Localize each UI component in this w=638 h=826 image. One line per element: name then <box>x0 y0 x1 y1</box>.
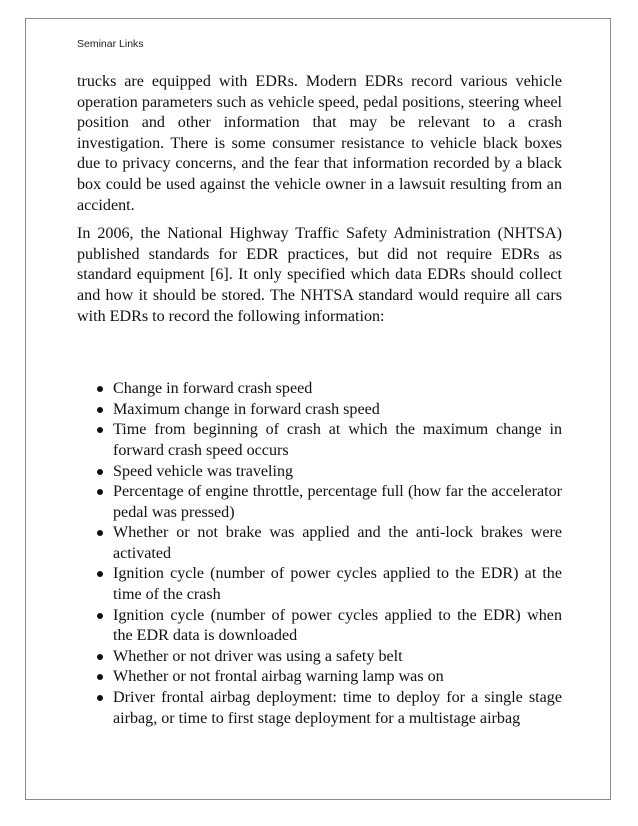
paragraph-nhtsa: In 2006, the National Highway Traffic Safety Administration (NHTSA) published standards for EDR practices, but did not require EDRs as standard equipment [6]. It only specified which data EDRs should collect and how it should be stored. The NHTSA standard would require all cars with EDRs to record the following information: <box>77 225 562 325</box>
list-item <box>77 564 562 605</box>
bullet-icon <box>97 613 103 619</box>
list-item-text: Percentage of engine throttle, percentage full (how far the accelerator pedal was pressed) <box>113 483 562 521</box>
paragraph-edr-intro: trucks are equipped with EDRs. Modern EDRs record various vehicle operation parameters such as vehicle speed, pedal positions, steering wheel position and other information that may be relevant to a crash investigation. There is some consumer resistance to vehicle black boxes due to privacy concerns, and the fear that information recorded by a black box could be used against the vehicle owner in a lawsuit resulting from an accident. <box>77 73 562 214</box>
list-item <box>77 379 562 400</box>
page-header: Seminar Links <box>77 38 144 50</box>
list-item-text: Driver frontal airbag deployment: time to deploy for a single stage airbag, or time to first stage deployment for a multistage airbag <box>113 689 562 727</box>
list-item <box>77 462 562 483</box>
list-item-text: Time from beginning of crash at which the maximum change in forward crash speed occurs <box>113 421 562 459</box>
list-item-text: Whether or not frontal airbag warning lamp was on <box>113 668 444 686</box>
list-item-text: Ignition cycle (number of power cycles applied to the EDR) at the time of the crash <box>113 565 562 604</box>
list-item <box>77 667 562 688</box>
bullet-icon <box>97 674 103 680</box>
list-item-text: Maximum change in forward crash speed <box>113 400 380 418</box>
bullet-icon <box>97 386 103 392</box>
list-item <box>77 606 562 647</box>
bullet-icon <box>97 427 103 433</box>
list-item-text: Whether or not driver was using a safety belt <box>113 647 403 665</box>
list-item <box>77 400 562 421</box>
document-body <box>77 72 562 729</box>
bullet-icon <box>97 654 103 660</box>
bullet-icon <box>97 407 103 413</box>
list-item-text: Ignition cycle (number of power cycles applied to the EDR) when the EDR data is downloaded <box>113 606 562 645</box>
list-item <box>77 482 562 523</box>
bullet-icon <box>97 469 103 475</box>
bullet-icon <box>97 571 103 577</box>
list-item <box>77 523 562 564</box>
list-item <box>77 420 562 461</box>
edr-data-list <box>77 379 562 729</box>
bullet-icon <box>97 489 103 495</box>
bullet-icon <box>97 530 103 536</box>
list-item-text: Whether or not brake was applied and the anti-lock brakes were activated <box>113 524 562 562</box>
bullet-icon <box>97 695 103 701</box>
list-item <box>77 647 562 668</box>
list-item <box>77 688 562 729</box>
list-item-text: Speed vehicle was traveling <box>113 462 294 480</box>
list-item-text: Change in forward crash speed <box>113 380 313 398</box>
